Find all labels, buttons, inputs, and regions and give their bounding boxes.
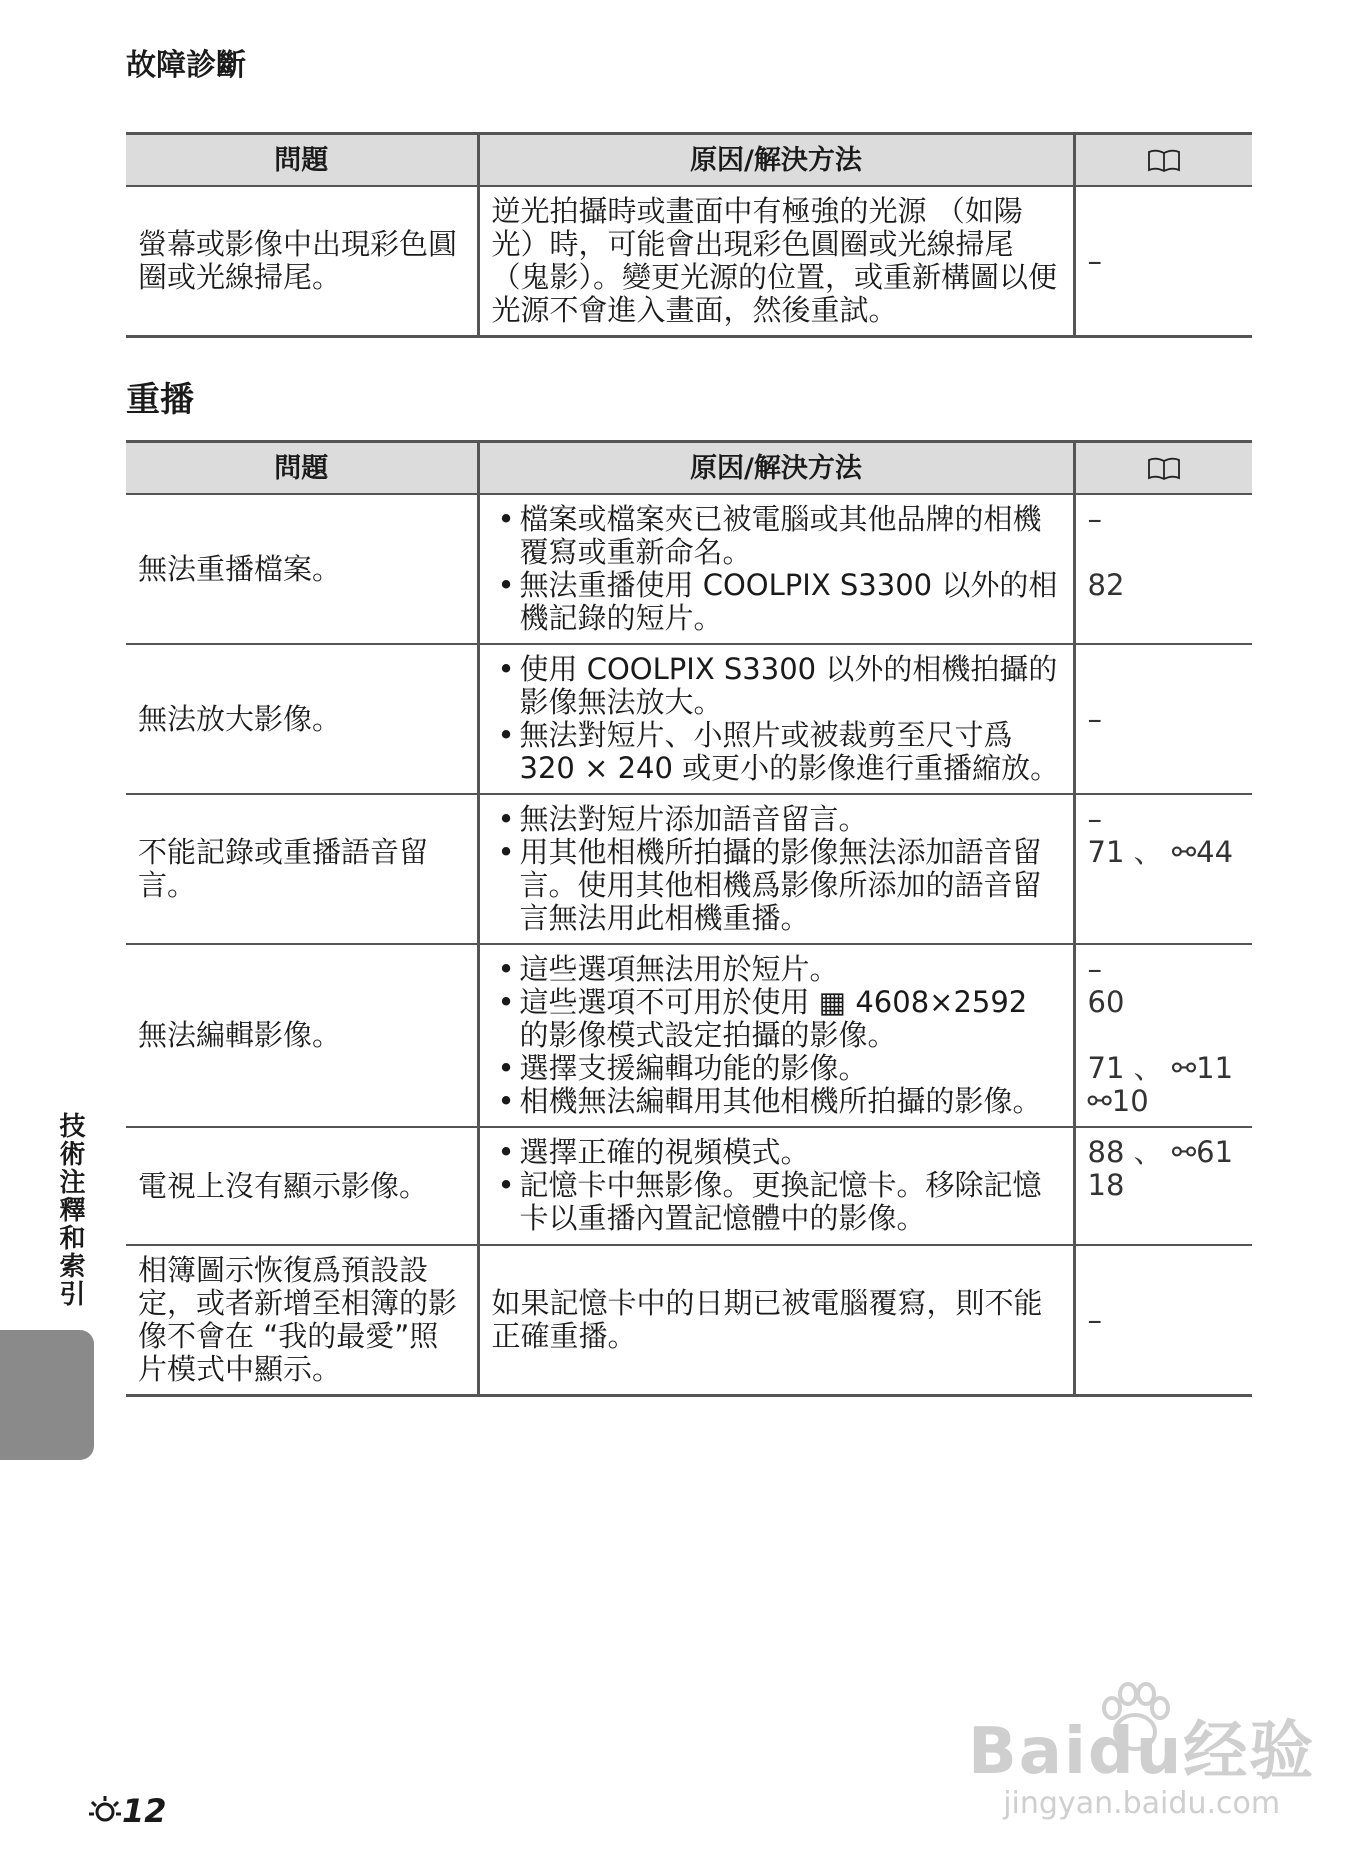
bullet-item: • 這些選項無法用於短片。 [492, 953, 1061, 986]
solution-cell: 逆光拍攝時或畫面中有極強的光源 （如陽光）時，可能會出現彩色圓圈或光線掃尾（鬼影）。變更光源的位置，或重新構圖以便光源不會進入畫面，然後重試。 [478, 186, 1074, 337]
bullet-list [492, 1136, 1061, 1235]
header-problem: 問題 [126, 134, 478, 187]
watermark-url: jingyan.baidu.com [1003, 1786, 1281, 1821]
header-problem: 問題 [126, 442, 478, 495]
reference-cell: – [1074, 644, 1252, 794]
reference-line: ⚯10 [1087, 1084, 1149, 1118]
solution-cell [478, 794, 1074, 944]
table-row [126, 186, 1252, 337]
side-tab-marker [0, 1330, 94, 1460]
solution-cell: 如果記憶卡中的日期已被電腦覆寫，則不能正確重播。 [478, 1245, 1074, 1396]
problem-cell: 相簿圖示恢復爲預設設定，或者新增至相簿的影像不會在 “我的最愛”照片模式中顯示。 [126, 1245, 478, 1396]
reference-cell: – [1074, 186, 1252, 337]
book-icon [1147, 149, 1181, 173]
reference-cell [1074, 944, 1252, 1127]
reference-line: 18 [1087, 1168, 1125, 1202]
watermark-brand: Baidu经验 [968, 1715, 1316, 1789]
reference-line [1088, 536, 1241, 569]
bullet-item: • 選擇正確的視頻模式。 [492, 1136, 1061, 1169]
bullet-item: • 無法對短片、小照片或被裁剪至尺寸爲 320 × 240 或更小的影像進行重播縮放。 [492, 719, 1061, 785]
table-header-row [126, 442, 1252, 495]
bullet-item: • 相機無法編輯用其他相機所拍攝的影像。 [492, 1085, 1061, 1118]
bullet-list [492, 503, 1061, 635]
troubleshooting-table-playback [126, 440, 1252, 1397]
solution-cell [478, 944, 1074, 1127]
table-row [126, 1127, 1252, 1245]
bullet-list [492, 803, 1061, 935]
bullet-list [492, 653, 1061, 785]
reference-line [1088, 1019, 1241, 1052]
bullet-item: • 使用 COOLPIX S3300 以外的相機拍攝的影像無法放大。 [492, 653, 1061, 719]
header-solution: 原因/解決方法 [478, 134, 1074, 187]
reference-cell: – [1074, 1245, 1252, 1396]
bullet-item: • 檔案或檔案夾已被電腦或其他品牌的相機覆寫或重新命名。 [492, 503, 1061, 569]
watermark [968, 1700, 1315, 1821]
reference-line: 60 [1087, 985, 1125, 1019]
reference-line: – [1087, 802, 1102, 836]
problem-cell: 無法放大影像。 [126, 644, 478, 794]
bullet-item: • 選擇支援編輯功能的影像。 [492, 1052, 1061, 1085]
bulb-icon [88, 1794, 122, 1828]
reference-line: 82 [1087, 568, 1125, 602]
reference-line: – [1087, 502, 1102, 536]
reference-cell [1074, 794, 1252, 944]
troubleshooting-table-shooting [126, 132, 1252, 338]
solution-cell [478, 1127, 1074, 1245]
header-reference [1074, 442, 1252, 495]
running-head: 故障診斷 [126, 48, 246, 83]
problem-cell: 螢幕或影像中出現彩色圓圈或光線掃尾。 [126, 186, 478, 337]
reference-cell [1074, 494, 1252, 644]
page-number-text: 12 [122, 1792, 167, 1830]
bullet-item: • 用其他相機所拍攝的影像無法添加語音留言。使用其他相機爲影像所添加的語音留言無法用此相機重播。 [492, 836, 1061, 935]
problem-cell: 不能記錄或重播語音留言。 [126, 794, 478, 944]
reference-line: – [1087, 952, 1102, 986]
table-row [126, 944, 1252, 1127]
reference-line: 88 、 ⚯61 [1087, 1135, 1234, 1169]
solution-cell [478, 644, 1074, 794]
problem-cell: 無法編輯影像。 [126, 944, 478, 1127]
header-solution: 原因/解決方法 [478, 442, 1074, 495]
bullet-item: • 無法對短片添加語音留言。 [492, 803, 1061, 836]
bullet-item: • 這些選項不可用於使用 ▦ 4608×2592 的影像模式設定拍攝的影像。 [492, 986, 1061, 1052]
bullet-item: • 記憶卡中無影像。更換記憶卡。移除記憶卡以重播內置記憶體中的影像。 [492, 1169, 1061, 1235]
side-tab-label: 技術注釋和索引 [55, 1112, 85, 1308]
solution-cell [478, 494, 1074, 644]
bullet-item: • 無法重播使用 COOLPIX S3300 以外的相機記錄的短片。 [492, 569, 1061, 635]
table-row [126, 494, 1252, 644]
reference-cell [1074, 1127, 1252, 1245]
header-reference [1074, 134, 1252, 187]
table-row [126, 794, 1252, 944]
problem-cell: 電視上沒有顯示影像。 [126, 1127, 478, 1245]
bullet-list [492, 953, 1061, 1118]
reference-line: 71 、 ⚯11 [1087, 1051, 1234, 1085]
table-header-row [126, 134, 1252, 187]
section-title-playback: 重播 [126, 380, 194, 420]
problem-cell: 無法重播檔案。 [126, 494, 478, 644]
page-number [88, 1792, 167, 1830]
reference-line: 71 、 ⚯44 [1087, 835, 1234, 869]
table-row [126, 1245, 1252, 1396]
book-icon [1147, 457, 1181, 481]
table-row [126, 644, 1252, 794]
